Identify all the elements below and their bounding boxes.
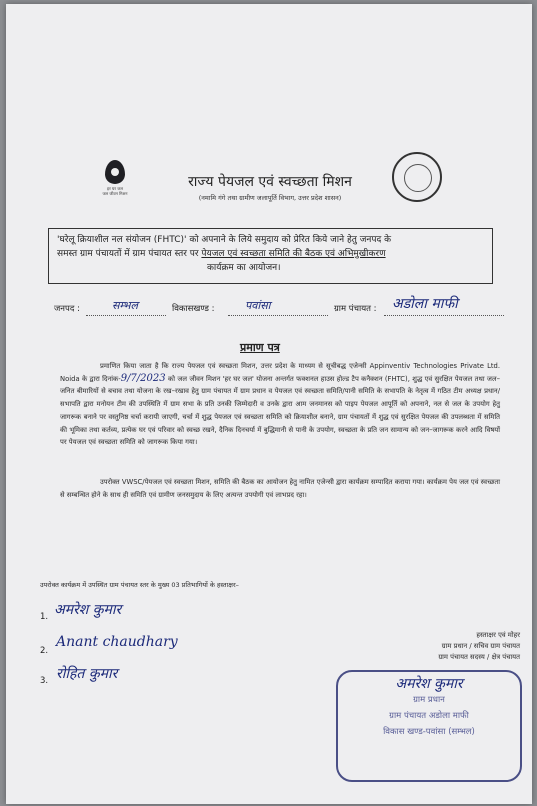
box-line-3: कार्यक्रम का आयोजन। [207,263,281,273]
program-box [48,228,493,284]
sign-line-1: हस्ताक्षर एवं मोहर [476,631,520,639]
district-value: सम्भल [112,299,138,312]
up-govt-emblem-icon [392,152,442,202]
water-drop-icon [105,160,125,184]
attendee-num-3: 3. [40,676,49,686]
certificate-para-2 [60,476,500,501]
pradhan-signature: अमरेश कुमार [395,676,463,692]
para2-text: उपरोक्त VWSC/पेयजल एवं स्वच्छता मिशन, समिति की बैठक का आयोजन हेतु नामित एजेन्सी द्वारा कार्यक्रम सम्पादित कराया गया। कार्यक्रम पेय जल एवं स्वच्छता से सम्बन्धित होने के साथ ही समिति एवं ग्रामीण जनसमुदाय के लिए अत्यन्त उपयोगी एवं लाभप्रद रहा। [60,478,500,499]
attendee-signature-1: अमरेश कुमार [54,602,122,618]
para1-a: प्रमाणित किया जाता है कि राज्य पेयजल एवं स्वच्छता मिशन, उत्तर प्रदेश के माध्यम से सूचीबद्ध एजेन्सी Appinventiv Technologies Private Ltd. Noida के द्वारा दिनांक- [60,362,500,383]
pradhan-stamp [336,670,522,782]
box-line-2b: पेयजल एवं स्वच्छता समिति की बैठक एवं अभिमुखीकरण [201,249,386,259]
attendees-note: उपरोक्त कार्यक्रम में उपस्थित ग्राम पंचायत स्तर के मुख्य 03 प्रतिभागियों के हस्ताक्षर– [40,581,239,589]
panchayat-label: ग्राम पंचायत : [334,304,377,314]
block-value: पवांसा [245,299,271,312]
logo-text: हर घर जल जल जीवन मिशन [102,186,128,196]
attendee-signature-2: Anant chaudhary [56,634,178,650]
box-line-1: 'घरेलू क्रियाशील नल संयोजन (FHTC)' को अपनाने के लिये समुदाय को प्रेरित किये जाने हेतु जनपद के [57,235,392,245]
block-label: विकासखण्ड : [172,304,215,314]
mission-title: राज्य पेयजल एवं स्वच्छता मिशन [188,174,352,190]
sign-line-3: ग्राम पंचायत सदस्य / क्षेत्र पंचायत [438,653,520,661]
attendee-num-1: 1. [40,612,49,622]
signature-block [400,630,520,663]
panchayat-value: अडोला माफी [392,296,458,312]
program-date: 9/7/2023 [120,372,166,384]
stamp-line-1: ग्राम प्रधान [413,695,445,705]
box-line-2 [57,247,484,261]
district-label: जनपद : [54,304,80,314]
stamp-line-2: ग्राम पंचायत अडोला माफी [389,711,469,721]
certificate-title: प्रमाण पत्र [240,341,280,354]
mission-subtitle: (नमामि गंगे तथा ग्रामीण जलापूर्ति विभाग, उत्तर प्रदेश शासन) [198,194,342,202]
box-line-2a: समस्त ग्राम पंचायतों में ग्राम पंचायत स्तर पर [57,249,202,259]
sign-line-2: ग्राम प्रधान / सचिव ग्राम पंचायत [441,642,520,650]
attendee-num-2: 2. [40,646,49,656]
stamp-line-3: विकास खण्ड-पवांसा (सम्भल) [383,727,475,737]
har-ghar-jal-logo [92,160,138,196]
attendee-signature-3: रोहित कुमार [56,666,118,682]
certificate-para-1 [60,360,500,449]
para1-b: को जल जीवन मिशन 'हर घर जल' योजना अन्तर्गत फक्शनल हाउस होल्ड टैप कनैक्शन (FHTC), शुद्ध एवं सुरक्षित पेयजल तथा जल–जनित बीमारियों से बचाव तथा योजना के रख–रखाव हेतु ग्राम पंचायत में ग्राम प्रधान व पेयजल एवं स्वच्छता समिति/पानी समिति के सभापति के नेतृत्व में गठित टीम अध्यक्ष प्रधान/सभापति द्वारा मनोयन टीम की उपस्थिति में ग्राम सभा के प्रति उनकी जिम्मेदारी व उनके द्वारा आम जनमानस को पाइप पेयजल आपूर्ति को अपनाने, नल से जल के उपयोग हेतु जागरूक बनाने पर वस्तुनिष्ठ चर्चा करायी जाएगी, चर्चा में शुद्ध पेयजल एवं स्वच्छता समिति को क्रियाशील बनाने, ग्राम पंचायतों में शुद्ध एवं सुरक्षित पेयजल की उपलब्धता में समिति की भूमिका तथा कर्तव्य, प्रत्येक घर एवं परिवार को स्वच्छ रखने, दैनिक दिनचर्या में बुद्धिमानी से पानी के उपयोग, स्वच्छता के प्रति जन सामान्य को जन–जागरूक करने आदि विषयों पर पेयजल एवं स्वच्छता समिति को जागरूक किया गया। [60,374,500,447]
